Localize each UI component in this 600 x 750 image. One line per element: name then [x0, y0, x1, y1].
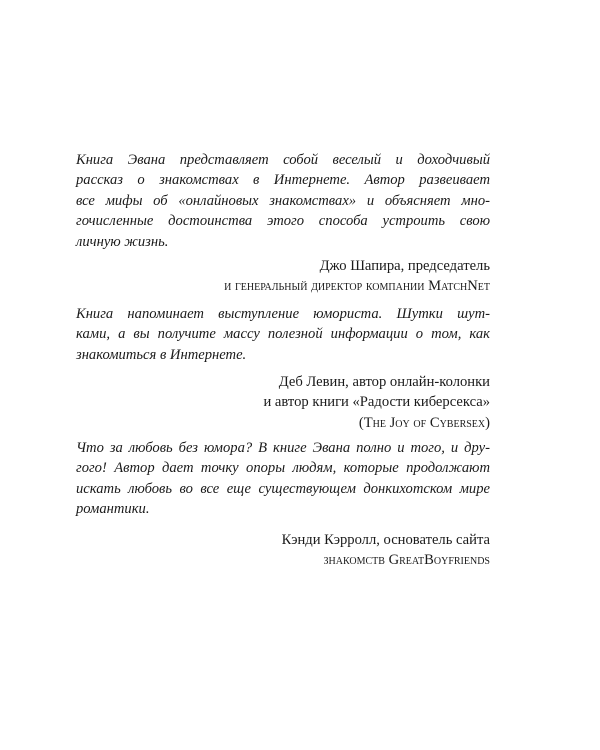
quote-line: все мифы об «онлайновых знакомствах» и объясняет мно- [76, 192, 490, 209]
testimonial-1-attribution [76, 256, 490, 297]
testimonial-attribution [76, 372, 490, 433]
attribution-line: Джо Шапира, председатель [319, 258, 490, 274]
testimonial-quote [76, 150, 490, 252]
quote-line: искать любовь во все еще существующем донкихотском мире [76, 480, 490, 497]
quote-line: знакомиться в Интернете. [76, 346, 247, 363]
testimonial-2 [76, 304, 490, 365]
attribution-line: (The Joy of Cybersex) [358, 414, 490, 431]
attribution-line: и автор книги «Радости киберсекса» [263, 394, 490, 411]
testimonial-quote [76, 304, 490, 365]
quote-line: гочисленные достоинства этого способа устроить свою [76, 213, 490, 230]
attribution-text: и генеральный директор компании MatchNet [224, 278, 490, 295]
attribution-line: знакомств GreatBoyfriends [323, 552, 490, 569]
testimonial-attribution [76, 530, 490, 571]
testimonial-attribution [76, 256, 490, 297]
attribution-line [76, 276, 490, 296]
testimonial-1 [76, 150, 490, 252]
quote-line: гого! Автор дает точку опоры людям, которые продолжают [76, 460, 490, 477]
quote-line: ками, а вы получите массу полезной информации о том, как [76, 326, 490, 343]
quote-line: Книга Эвана представляет собой веселый и доходчивый [76, 152, 490, 168]
quote-line: Книга напоминает выступление юмориста. Шутки шут- [76, 306, 490, 322]
attribution-line: Деб Левин, автор онлайн-колонки [278, 374, 490, 390]
testimonial-quote [76, 438, 490, 520]
quote-line: Что за любовь без юмора? В книге Эвана полно и того, и дру- [76, 440, 490, 456]
testimonial-2-attribution [76, 372, 490, 433]
testimonial-3 [76, 438, 490, 520]
quote-line: личную жизнь. [76, 233, 169, 250]
quote-line: романтики. [76, 501, 150, 518]
attribution-line: Кэнди Кэрролл, основатель сайта [281, 532, 490, 548]
testimonial-3-attribution [76, 530, 490, 571]
quote-line: рассказ о знакомствах в Интернете. Автор развеивает [76, 172, 490, 189]
